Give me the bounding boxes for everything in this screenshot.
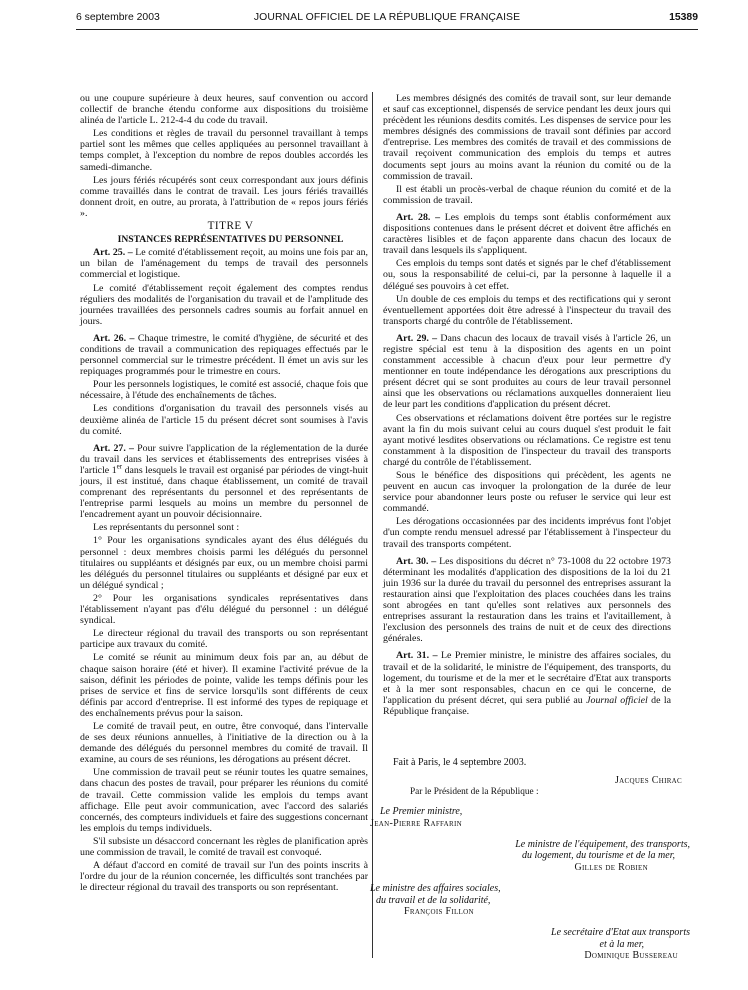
- paragraph: 2° Pour les organisations syndicales représentatives dans l'établissement n'ayant pas d'élu délégué du personnel : un délégué syndical.: [80, 592, 368, 627]
- pm-name: Jean-Pierre Raffarin: [370, 817, 462, 829]
- equip-title-line1: Le ministre de l'équipement, des transports,: [515, 839, 690, 851]
- paragraph: Le comité d'établissement reçoit également des comptes rendus réguliers des modalités de l'organisation du travail et de l'amplitude des journées travaillées des personnels cadres soumis au forfait annuel en jours.: [80, 282, 368, 327]
- article-26: [80, 333, 368, 377]
- paragraph: Les dérogations occasionnées par des incidents imprévus font l'objet d'un compte rendu mensuel adressé par l'établissement à l'inspecteur du travail des transports compétent.: [383, 516, 671, 550]
- article-label: Art. 26. –: [93, 332, 135, 344]
- signer-president: Jacques Chirac: [614, 775, 682, 787]
- right-column: [383, 93, 671, 719]
- article-text: dans lesquels le travail est organisé par périodes de vingt-huit jours, il est institué, dans chaque établissement, un comité de travail comprenant des représentants du personnel et des représentants de l'entreprise parmi lesquels au moins un membre du personnel de l'encadrement ayant un pouvoir décisionnaire.: [80, 464, 368, 521]
- paragraph: Les représentants du personnel sont :: [93, 522, 240, 534]
- article-label: Art. 25. –: [93, 247, 133, 259]
- titre-heading: TITRE V: [207, 220, 254, 233]
- header-date: 6 septembre 2003: [76, 12, 160, 23]
- article-27: [80, 443, 368, 521]
- signature-block: [370, 757, 700, 962]
- aff-title-line1: Le ministre des affaires sociales,: [370, 883, 501, 895]
- paragraph: S'il subsiste un désaccord concernant les règles de planification après une commission de travail, le comité de travail est convoqué.: [80, 835, 368, 858]
- paragraph: Il est établi un procès-verbal de chaque réunion du comité et de la commission de travail.: [383, 183, 671, 206]
- article-text: Pour suivre l'application de la réglementation de la durée du travail dans les services et établissements des entreprises visées à l'article 1: [80, 442, 369, 476]
- paragraph: Les conditions d'organisation du travail des personnels visés au deuxième alinéa de l'article 15 du présent décret sont soumises à l'avis du comité.: [80, 403, 368, 437]
- equip-name: Gilles de Robien: [574, 861, 648, 873]
- paragraph: Les membres désignés des comités de travail sont, sur leur demande et sauf cas exceptionnel, dispensés de service pendant les deux jours qui précèdent les réunions desdits comités. Les dispenses de service pour les membres désignés des commissions de travail sont définies par accord d'entreprise. Les membres des comités de travail et des commissions de travail reçoivent communication des emplois du temps et autres documents sept jours au moins avant la réunion du comité ou de la commission de travail.: [383, 93, 671, 182]
- aff-title-line2: du travail et de la solidarité,: [376, 894, 491, 906]
- paragraph: Les jours fériés récupérés sont ceux correspondant aux jours définis comme travaillés dans le contrat de travail. Les jours fériés travaillés donnent droit, en outre, au prorata, à l'attribution de « repos jours fériés ».: [80, 174, 368, 219]
- paragraph: Ces observations et réclamations doivent être portées sur le registre avant la fin du mois suivant celui au cours duquel s'est produit le fait ayant motivé lesdites observations ou réclamations. Ce registre est tenu constamment à la disposition de l'inspecteur du travail des transports chargé du contrôle de l'établissement.: [383, 412, 671, 468]
- article-31: [383, 650, 671, 717]
- sec-title-line1: Le secrétaire d'Etat aux transports: [551, 927, 690, 939]
- header-page-number: 15389: [669, 12, 698, 23]
- article-text: Le Premier ministre, le ministre des affaires sociales, du travail et de la solidarité, le ministre de l'équipement, des transports, du logement, du tourisme et de la mer et le secrétaire d'Etat aux transports et à la mer sont responsables, chacun en ce qui le concerne, de l'application du présent décret, qui sera publié au: [383, 650, 671, 706]
- sec-title-line2: et à la mer,: [599, 938, 644, 950]
- page-header: [76, 11, 698, 27]
- paragraph: A défaut d'accord en comité de travail sur l'un des points inscrits à l'ordre du jour de la réunion concernée, les difficultés sont tranchées par le directeur régional du travail des transports ou son représentant.: [80, 860, 368, 894]
- sec-name: Dominique Bussereau: [584, 950, 678, 962]
- article-text: Les emplois du temps sont établis conformément aux dispositions contenues dans le présent décret et doivent être affichés en caractères lisibles et de façon apparente dans chacun des locaux de travail dans lesquels ils s'appliquent.: [383, 211, 671, 257]
- fait-line: Fait à Paris, le 4 septembre 2003.: [393, 757, 527, 768]
- paragraph: Pour les personnels logistiques, le comité est associé, chaque fois que nécessaire, à l'étude des enchaînements de tâches.: [80, 379, 368, 402]
- article-text: Dans chacun des locaux de travail visés à l'article 26, un registre spécial est tenu à la disposition des agents en un point constamment accessible à chacun d'eux pour leur permettre d'y mentionner en toute indépendance les dérogations aux prescriptions du présent décret qui se sont produites au cours de leur travail personnel ainsi que les observations ou réclamations auxquelles donneraient lieu de leur part les conditions d'application du présent décret.: [383, 332, 671, 411]
- journal-officiel-ref: Journal officiel: [586, 694, 648, 706]
- paragraph: ou une coupure supérieure à deux heures, sauf convention ou accord collectif de branche étendu conforme aux dispositions du troisième alinéa de l'article L. 212-4-4 du code du travail.: [80, 93, 368, 127]
- article-28: [383, 212, 671, 256]
- paragraph: Ces emplois du temps sont datés et signés par le chef d'établissement ou, sous la responsabilité de celui-ci, par la personne à laquelle il a délégué ses pouvoirs à cet effet.: [383, 258, 671, 292]
- article-25: [80, 247, 368, 280]
- paragraph: Le comité de travail peut, en outre, être convoqué, dans l'intervalle de ses deux réunions annuelles, à l'initiative de la direction ou à la demande des délégués du personnel membres du comité de travail. Il examine, au cours de ses réunions, les dérogations au présent décret.: [80, 720, 368, 766]
- article-30: [383, 556, 671, 645]
- paragraph: Les conditions et règles de travail du personnel travaillant à temps partiel sont les mêmes que celles appliquées au personnel travaillant à temps complet, à l'exception du nombre de repos doubles accordés les samedi-dimanche.: [80, 128, 368, 173]
- paragraph: 1° Pour les organisations syndicales ayant des élus délégués du personnel : deux membres choisis parmi les délégués du personnel titulaires ou suppléants et désignés par eux, ou un membre choisi parmi les délégués du personnel titulaires ou suppléants et désigné par eux et un délégué syndical ;: [80, 535, 368, 591]
- article-label: Art. 31. –: [396, 650, 438, 662]
- article-29: [383, 333, 671, 411]
- article-text: Les dispositions du décret n° 73-1008 du 22 octobre 1973 déterminant les modalités d'application des dispositions de la loi du 21 juin 1936 sur la durée du travail du personnel des entreprises assurant la restauration ainsi que l'exploitation des places couchées dans les trains sont abrogées en tant qu'elles sont relatives aux personnels des entreprises assurant la restauration dans les trains et l'avitaillement, à l'exclusion des personnels des trains de nuit et de ceux des directions générales.: [383, 555, 671, 645]
- equip-title-line2: du logement, du tourisme et de la mer,: [521, 850, 675, 862]
- header-journal-title: JOURNAL OFFICIEL DE LA RÉPUBLIQUE FRANÇAISE: [253, 12, 521, 23]
- article-label: Art. 28. –: [396, 211, 441, 223]
- article-label: Art. 29. –: [396, 332, 438, 344]
- pm-title: Le Premier ministre,: [380, 806, 463, 818]
- left-column: [80, 93, 368, 895]
- par-le-president: Par le Président de la République :: [410, 786, 539, 797]
- article-text: Le comité d'établissement reçoit, au moins une fois par an, un bilan de l'aménagement du temps de travail des personnels commercial et logistique.: [80, 247, 368, 281]
- article-label: Art. 27. –: [93, 442, 134, 454]
- article-text: Chaque trimestre, le comité d'hygiène, de sécurité et des conditions de travail a communication des repiquages effectués par le personnel commercial sur le trimestre précédent. Il émet un avis sur les repiquages programmés pour le trimestre en cours.: [80, 332, 368, 378]
- paragraph: Un double de ces emplois du temps et des rectifications qui y seront éventuellement apportées doit être adressé à l'inspecteur du travail des transports chargé du contrôle de l'établissement.: [383, 293, 671, 327]
- section-heading: INSTANCES REPRÉSENTATIVES DU PERSONNEL: [117, 234, 344, 246]
- superscript: er: [116, 462, 123, 471]
- paragraph: Le comité se réunit au minimum deux fois par an, au début de chaque saison horaire (été et hiver). Il examine l'activité prévue de la saison, définit les périodes de pointe, valide les temps définis pour les prises de service et fins de service lorsqu'ils sont différents de ceux définis par accord d'entreprise. Il est informé des types de repiquage et des enchaînements prévus pour la saison.: [80, 652, 368, 719]
- article-text: de la République française.: [383, 694, 671, 717]
- aff-name: François Fillon: [404, 906, 474, 918]
- paragraph: Une commission de travail peut se réunir toutes les quatre semaines, dans chacun des postes de travail, pour préparer les réunions du comité de travail. Cette commission valide les emplois du temps avant affichage. Elle peut avoir communication, avec l'accord des salariés concernés, des compteurs individuels et faire des suggestions concernant les emplois du temps individuels.: [80, 767, 368, 834]
- paragraph: Sous le bénéfice des dispositions qui précèdent, les agents ne peuvent en aucun cas invoquer la prolongation de la durée de leur service pour abandonner leurs poste ou refuser le service qui leur est commandé.: [383, 470, 671, 515]
- header-rule: [76, 29, 698, 30]
- article-label: Art. 30. –: [396, 555, 437, 567]
- paragraph: Le directeur régional du travail des transports ou son représentant participe aux travaux du comité.: [80, 628, 368, 651]
